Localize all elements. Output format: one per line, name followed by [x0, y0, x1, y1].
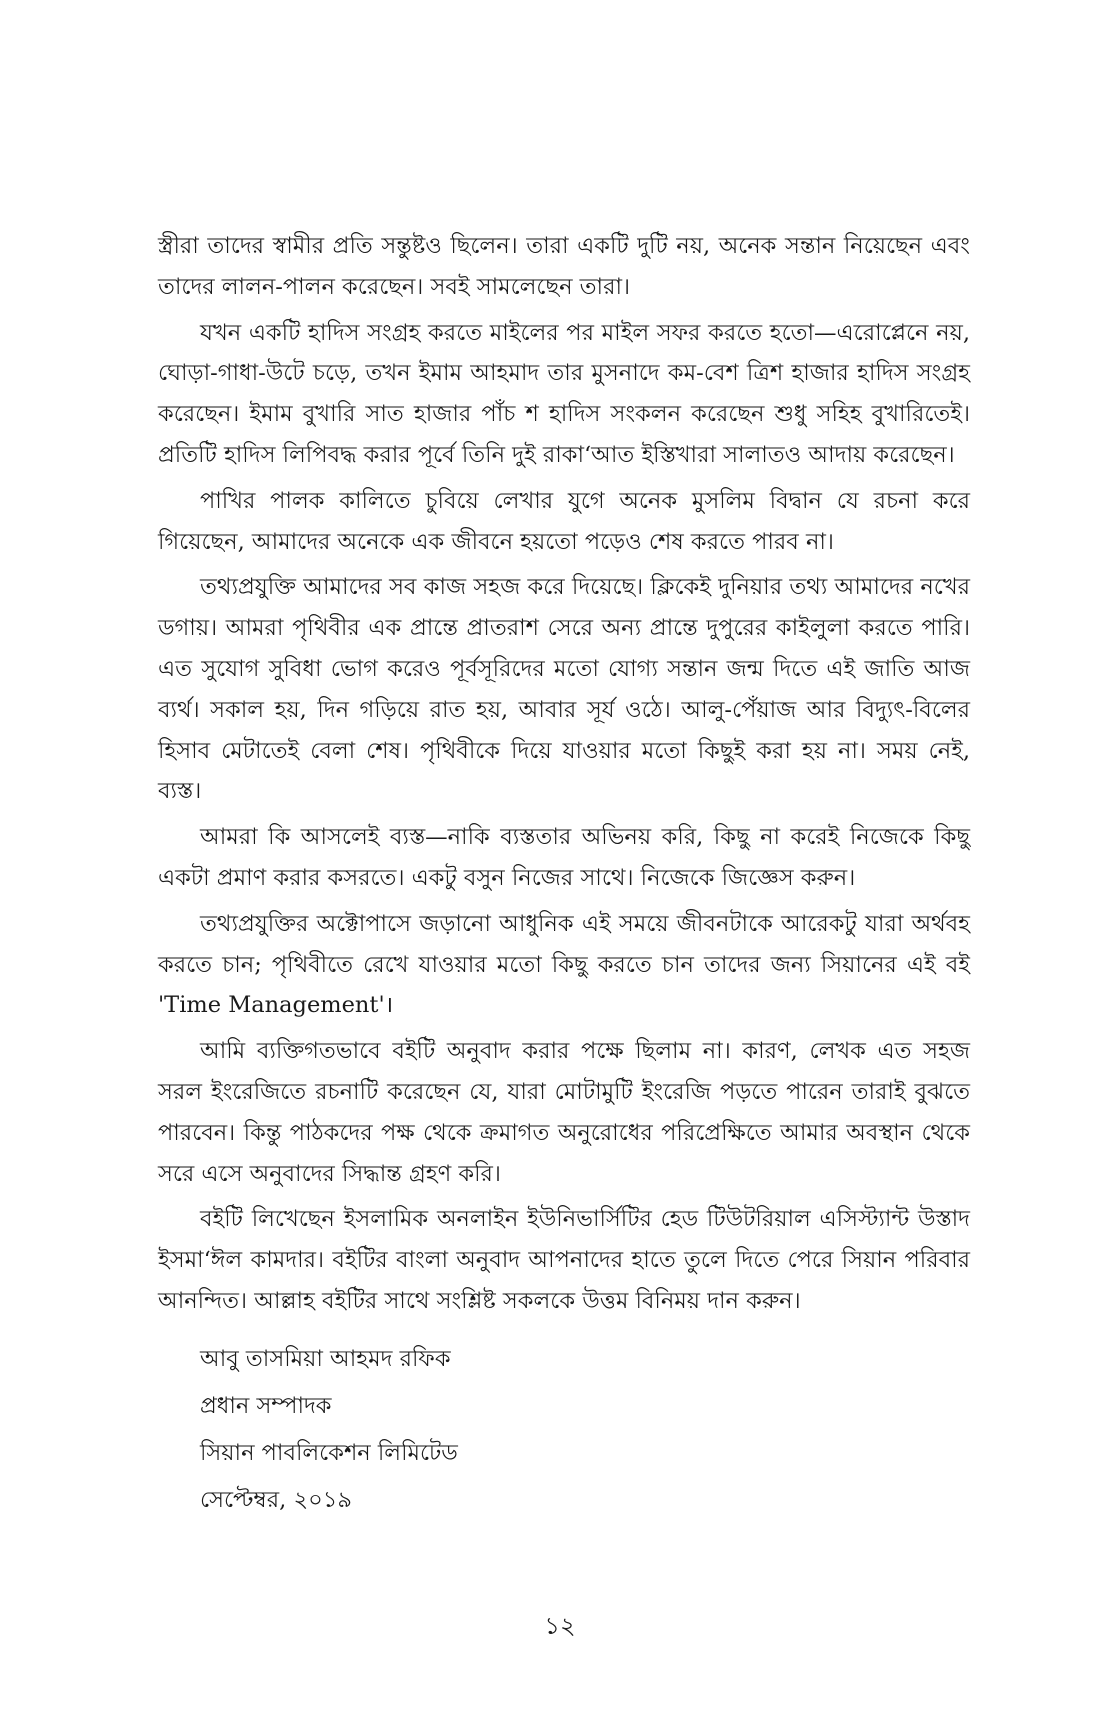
paragraph-5: আমরা কি আসলেই ব্যস্ত—নাকি ব্যস্ততার অভিনয় করি, কিছু না করেই নিজেকে কিছু একটা প্রমাণ করার কসরতে। একটু বসুন নিজের সাথে। নিজেকে জিজ্ঞেস করুন। [158, 824, 970, 891]
paragraph-2: যখন একটি হাদিস সংগ্রহ করতে মাইলের পর মাইল সফর করতে হতো—এরোপ্লেনে নয়, ঘোড়া-গাধা-উটে চড়ে, তখন ইমাম আহমাদ তার মুসনাদে কম-বেশ ত্রিশ হাজার হাদিস সংগ্রহ করেছেন। ইমাম বুখারি সাত হাজার পাঁচ শ হাদিস সংকলন করেছেন শুধু সহিহ বুখারিতেই। প্রতিটি হাদিস লিপিবদ্ধ করার পূর্বে তিনি দুই রাকা‘আত ইস্তিখারা সালাতও আদায় করেছেন। [158, 319, 970, 468]
signature-role: প্রধান সম্পাদক [200, 1392, 332, 1419]
paragraph-7: আমি ব্যক্তিগতভাবে বইটি অনুবাদ করার পক্ষে ছিলাম না। কারণ, লেখক এত সহজ সরল ইংরেজিতে রচনাটি করেছেন যে, যারা মোটামুটি ইংরেজি পড়তে পারেন তারাই বুঝতে পারবেন। কিন্তু পাঠকদের পক্ষ থেকে ক্রমাগত অনুরোধের পরিপ্রেক্ষিতে আমার অবস্থান থেকে সরে এসে অনুবাদের সিদ্ধান্ত গ্রহণ করি। [158, 1038, 970, 1187]
signature-name: আবু তাসমিয়া আহমদ রফিক [200, 1345, 451, 1372]
signature-date: সেপ্টেম্বর, ২০১৯ [200, 1486, 352, 1513]
paragraph-8: বইটি লিখেছেন ইসলামিক অনলাইন ইউনিভার্সিটির হেড টিউটরিয়াল এসিস্ট্যান্ট উস্তাদ ইসমা‘ঈল কামদার। বইটির বাংলা অনুবাদ আপনাদের হাতে তুলে দিতে পেরে সিয়ান পরিবার আনন্দিত। আল্লাহ বইটির সাথে সংশ্লিষ্ট সকলকে উত্তম বিনিময় দান করুন। [158, 1206, 970, 1314]
paragraph-6: তথ্যপ্রযুক্তির অক্টোপাসে জড়ানো আধুনিক এই সময়ে জীবনটাকে আরেকটু যারা অর্থবহ করতে চান; পৃথিবীতে রেখে যাওয়ার মতো কিছু করতে চান তাদের জন্য সিয়ানের এই বই 'Time Management'। [158, 910, 970, 1019]
page-number: ১২ [544, 1612, 576, 1640]
signature-organization: সিয়ান পাবলিকেশন লিমিটেড [200, 1439, 458, 1466]
paragraph-3: পাখির পালক কালিতে চুবিয়ে লেখার যুগে অনেক মুসলিম বিদ্বান যে রচনা করে গিয়েছেন, আমাদের অনেকে এক জীবনে হয়তো পড়েও শেষ করতে পারব না। [158, 487, 970, 555]
paragraph-1: স্ত্রীরা তাদের স্বামীর প্রতি সন্তুষ্টও ছিলেন। তারা একটি দুটি নয়, অনেক সন্তান নিয়েছেন এবং তাদের লালন-পালন করেছেন। সবই সামলেছেন তারা। [158, 233, 970, 300]
signature-block [158, 1336, 970, 1524]
body-text [158, 226, 970, 1524]
paragraph-4: তথ্যপ্রযুক্তি আমাদের সব কাজ সহজ করে দিয়েছে। ক্লিকেই দুনিয়ার তথ্য আমাদের নখের ডগায়। আমরা পৃথিবীর এক প্রান্তে প্রাতরাশ সেরে অন্য প্রান্তে দুপুরের কাইলুলা করতে পারি। এত সুযোগ সুবিধা ভোগ করেও পূর্বসূরিদের মতো যোগ্য সন্তান জন্ম দিতে এই জাতি আজ ব্যর্থ। সকাল হয়, দিন গড়িয়ে রাত হয়, আবার সূর্য ওঠে। আলু-পেঁয়াজ আর বিদ্যুৎ-বিলের হিসাব মেটাতেই বেলা শেষ। পৃথিবীকে দিয়ে যাওয়ার মতো কিছুই করা হয় না। সময় নেই, ব্যস্ত। [158, 574, 970, 805]
